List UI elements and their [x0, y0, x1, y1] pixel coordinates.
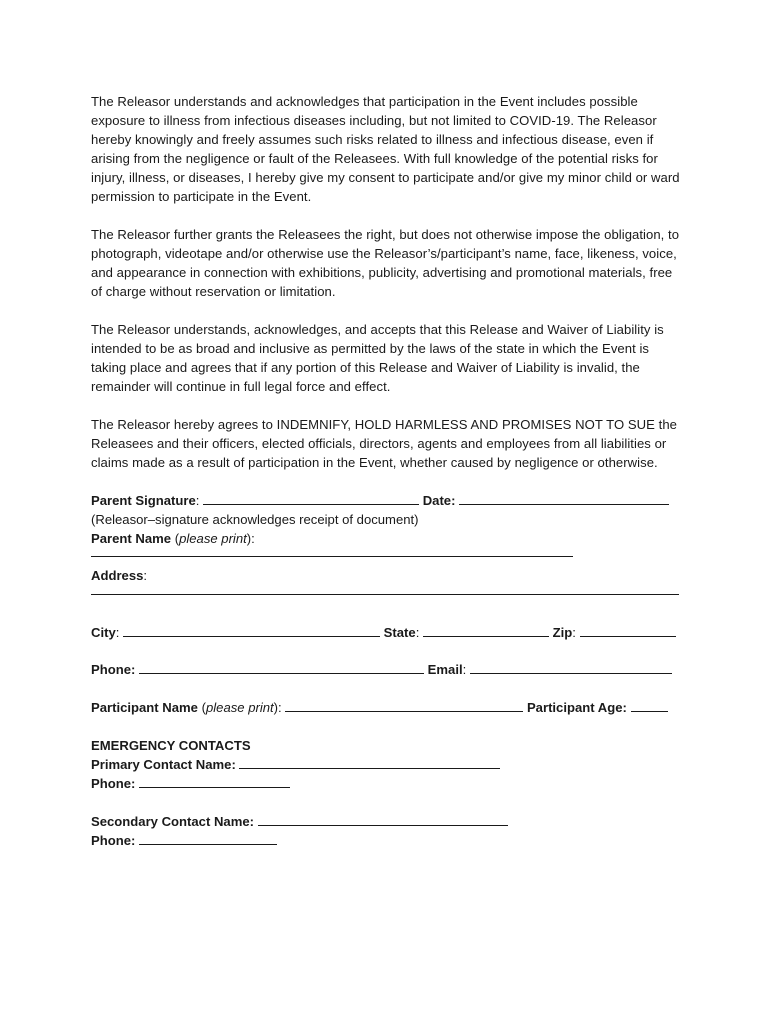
email-label: Email: [427, 662, 463, 677]
state-field[interactable]: [423, 623, 549, 637]
parent-signature-row: Parent Signature: Date:: [91, 491, 681, 510]
primary-phone-field[interactable]: [139, 774, 290, 788]
emergency-contacts-heading: EMERGENCY CONTACTS: [91, 738, 251, 753]
city-label: City: [91, 625, 116, 640]
secondary-contact-label: Secondary Contact Name:: [91, 814, 254, 829]
participant-name-label: Participant Name: [91, 700, 198, 715]
address-field[interactable]: [91, 593, 679, 595]
primary-phone-label: Phone:: [91, 776, 136, 791]
participant-name-field[interactable]: [285, 698, 523, 712]
phone-field[interactable]: [139, 660, 424, 674]
secondary-phone-field[interactable]: [139, 831, 277, 845]
primary-contact-row: [91, 755, 681, 774]
zip-label: Zip: [552, 625, 573, 640]
zip-field[interactable]: [580, 623, 676, 637]
secondary-contact-row: [91, 812, 681, 831]
please-print-note-2: please print: [205, 700, 274, 715]
primary-phone-row: [91, 774, 681, 793]
date-field[interactable]: [459, 491, 669, 505]
participant-age-label: Participant Age:: [526, 700, 627, 715]
primary-contact-field[interactable]: [239, 755, 500, 769]
primary-contact-label: Primary Contact Name:: [91, 757, 236, 772]
paragraph-covid-risk: The Releasor understands and acknowledges that participation in the Event includes possible exposure to illness from infectious diseases including, but not limited to COVID-19. The Releasor hereby knowingly and freely assumes such risks related to illness and infectious disease, even if arising from the negligence or fault of the Releasees. With full knowledge of the potential risks for injury, illness, or diseases, I hereby give my consent to participate and/or give my minor child or ward permission to participate in the Event.: [91, 94, 680, 204]
address-label: Address: [91, 568, 144, 583]
city-field[interactable]: [123, 623, 380, 637]
email-field[interactable]: [470, 660, 672, 674]
parent-signature-label: Parent Signature: [91, 493, 196, 508]
secondary-contact-field[interactable]: [258, 812, 508, 826]
participant-age-field[interactable]: [631, 698, 668, 712]
parent-name-field[interactable]: [91, 555, 573, 557]
city-state-zip-row: City: State: Zip:: [91, 623, 681, 642]
parent-name-row: Parent Name (please print):: [91, 531, 255, 546]
secondary-phone-row: [91, 831, 681, 850]
date-label: Date:: [422, 493, 456, 508]
state-label: State: [383, 625, 416, 640]
secondary-phone-label: Phone:: [91, 833, 136, 848]
address-row: Address:: [91, 568, 148, 583]
phone-label: Phone:: [91, 662, 136, 677]
phone-email-row: Phone: Email:: [91, 660, 681, 679]
paragraph-media-rights: The Releasor further grants the Releasees the right, but does not otherwise impose the obligation, to photograph, videotape and/or otherwise use the Releasor’s/participant’s name, face, likeness, voice, and appearance in connection with exhibitions, publicity, advertising and promotional materials, free of charge without reservation or limitation.: [91, 227, 680, 299]
waiver-document: [91, 92, 681, 850]
paragraph-indemnify: The Releasor hereby agrees to INDEMNIFY, HOLD HARMLESS AND PROMISES NOT TO SUE the Releasees and their officers, elected officials, directors, agents and employees from all liabilities or claims made as a result of participation in the Event, whether caused by negligence or otherwise.: [91, 417, 678, 470]
participant-row: Participant Name (please print): Participant Age:: [91, 698, 681, 717]
parent-name-label: Parent Name: [91, 531, 172, 546]
signature-note: (Releasor–signature acknowledges receipt of document): [91, 512, 419, 527]
parent-signature-field[interactable]: [203, 491, 419, 505]
please-print-note: please print: [179, 531, 247, 546]
paragraph-severability: The Releasor understands, acknowledges, and accepts that this Release and Waiver of Liability is intended to be as broad and inclusive as permitted by the laws of the state in which the Event is taking place and agrees that if any portion of this Release and Waiver of Liability is invalid, the remainder will continue in full legal force and effect.: [91, 322, 664, 394]
